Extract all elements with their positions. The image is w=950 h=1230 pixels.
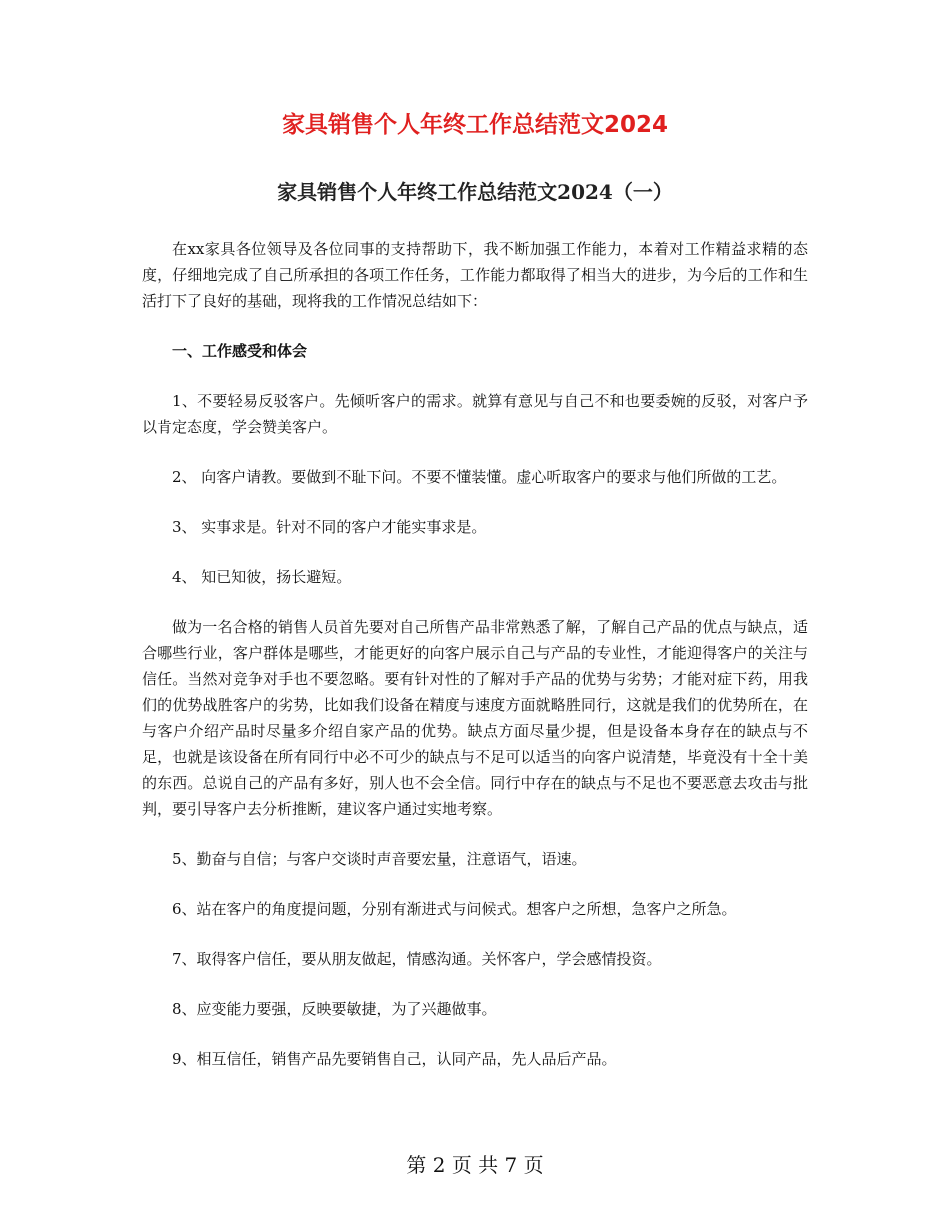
list-item: 7、取得客户信任，要从朋友做起，情感沟通。关怀客户，学会感情投资。 (172, 950, 662, 968)
page-footer: 第 2 页 共 7 页 (406, 1153, 544, 1177)
list-item: 9、相互信任，销售产品先要销售自己，认同产品，先人品后产品。 (172, 1050, 617, 1068)
list-item: 4、 知已知彼，扬长避短。 (172, 568, 352, 586)
list-item: 2、 向客户请教。要做到不耻下问。不要不懂装懂。虚心听取客户的要求与他们所做的工艺。 (172, 468, 787, 486)
document-title: 家具销售个人年终工作总结范文2024 (281, 112, 668, 138)
intro-paragraph: 在xx家具各位领导及各位同事的支持帮助下，我不断加强工作能力，本着对工作精益求精的态度，仔细地完成了自己所承担的各项工作任务，工作能力都取得了相当大的进步，为今后的工作和生活打下了良好的基础，现将我的工作情况总结如下： (142, 240, 808, 310)
list-item: 3、 实事求是。针对不同的客户才能实事求是。 (172, 518, 487, 536)
section-heading: 一、工作感受和体会 (172, 342, 308, 360)
list-item: 1、不要轻易反驳客户。先倾听客户的需求。就算有意见与自己不和也要委婉的反驳，对客户予以肯定态度，学会赞美客户。 (142, 392, 808, 436)
body-paragraph: 做为一名合格的销售人员首先要对自己所售产品非常熟悉了解，了解自己产品的优点与缺点，适合哪些行业，客户群体是哪些，才能更好的向客户展示自己与产品的专业性，才能迎得客户的关注与信任。当然对竞争对手也不要忽略。要有针对性的了解对手产品的优势与劣势；才能对症下药，用我们的优势战胜客户的劣势，比如我们设备在精度与速度方面就略胜同行，这就是我们的优势所在，在与客户介绍产品时尽量多介绍自家产品的优势。缺点方面尽量少提，但是设备本身存在的缺点与不足，也就是该设备在所有同行中必不可少的缺点与不足可以适当的向客户说清楚，毕竟没有十全十美的东西。总说自己的产品有多好，别人也不会全信。同行中存在的缺点与不足也不要恶意去攻击与批判，要引导客户去分析推断，建议客户通过实地考察。 (142, 618, 808, 818)
document-subtitle: 家具销售个人年终工作总结范文2024（一） (277, 180, 673, 204)
list-item: 6、站在客户的角度提问题，分别有渐进式与问候式。想客户之所想，急客户之所急。 (172, 900, 737, 918)
list-item: 8、应变能力要强，反映要敏捷，为了兴趣做事。 (172, 1000, 497, 1018)
list-item: 5、勤奋与自信；与客户交谈时声音要宏量，注意语气，语速。 (172, 850, 587, 868)
document-body (142, 236, 808, 1096)
